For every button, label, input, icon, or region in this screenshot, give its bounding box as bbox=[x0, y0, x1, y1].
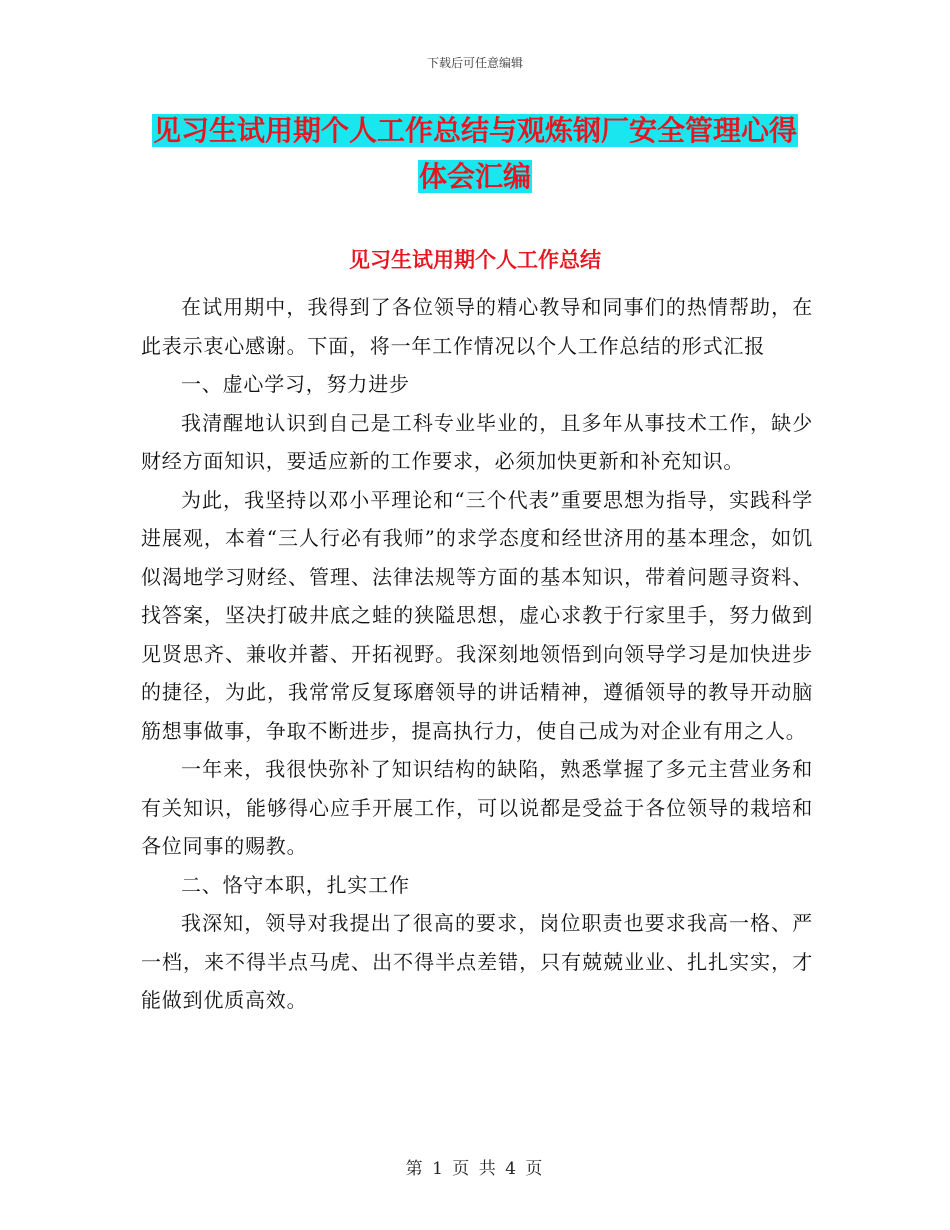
document-title-line-2: 体会汇编 bbox=[418, 160, 531, 193]
page-header-note: 下载后可任意编辑 bbox=[426, 56, 523, 70]
paragraph: 在试用期中，我得到了各位领导的精心教导和同事们的热情帮助，在此表示衷心感谢。下面，将一年工作情况以个人工作总结的形式汇报 bbox=[141, 295, 813, 358]
paragraph: 一年来，我很快弥补了知识结构的缺陷，熟悉掌握了多元主营业务和有关知识，能够得心应手开展工作，可以说都是受益于各位领导的栽培和各位同事的赐教。 bbox=[141, 757, 813, 858]
heading-paragraph: 二、恪守本职，扎实工作 bbox=[181, 872, 410, 897]
paragraph: 我清醒地认识到自己是工科专业毕业的，且多年从事技术工作，缺少财经方面知识，要适应新的工作要求，必须加快更新和补充知识。 bbox=[141, 410, 813, 473]
heading-paragraph: 一、虚心学习，努力进步 bbox=[181, 372, 410, 396]
document-title-line-1: 见习生试用期个人工作总结与观炼钢厂安全管理心得 bbox=[152, 114, 797, 147]
page-number-footer: 第 1 页 共 4 页 bbox=[405, 1159, 545, 1179]
paragraph: 我深知，领导对我提出了很高的要求，岗位职责也要求我高一格、严一档，来不得半点马虎、出不得半点差错，只有兢兢业业、扎扎实实，才能做到优质高效。 bbox=[141, 911, 813, 1012]
paragraph: 为此，我坚持以邓小平理论和“三个代表”重要思想为指导，实践科学进展观，本着“三人行必有我师”的求学态度和经世济用的基本理念，如饥似渴地学习财经、管理、法律法规等方面的基本知识，带着问题寻资料、找答案，坚决打破井底之蛙的狭隘思想，虚心求教于行家里手，努力做到见贤思齐、兼收并蓄、开拓视野。我深刻地领悟到向领导学习是加快进步的捷径，为此，我常常反复琢磨领导的讲话精神，遵循领导的教导开动脑筋想事做事，争取不断进步，提高执行力，使自己成为对企业有用之人。 bbox=[141, 487, 813, 743]
section-title: 见习生试用期个人工作总结 bbox=[349, 248, 601, 272]
document-body bbox=[141, 288, 813, 1020]
document-title bbox=[150, 108, 800, 200]
